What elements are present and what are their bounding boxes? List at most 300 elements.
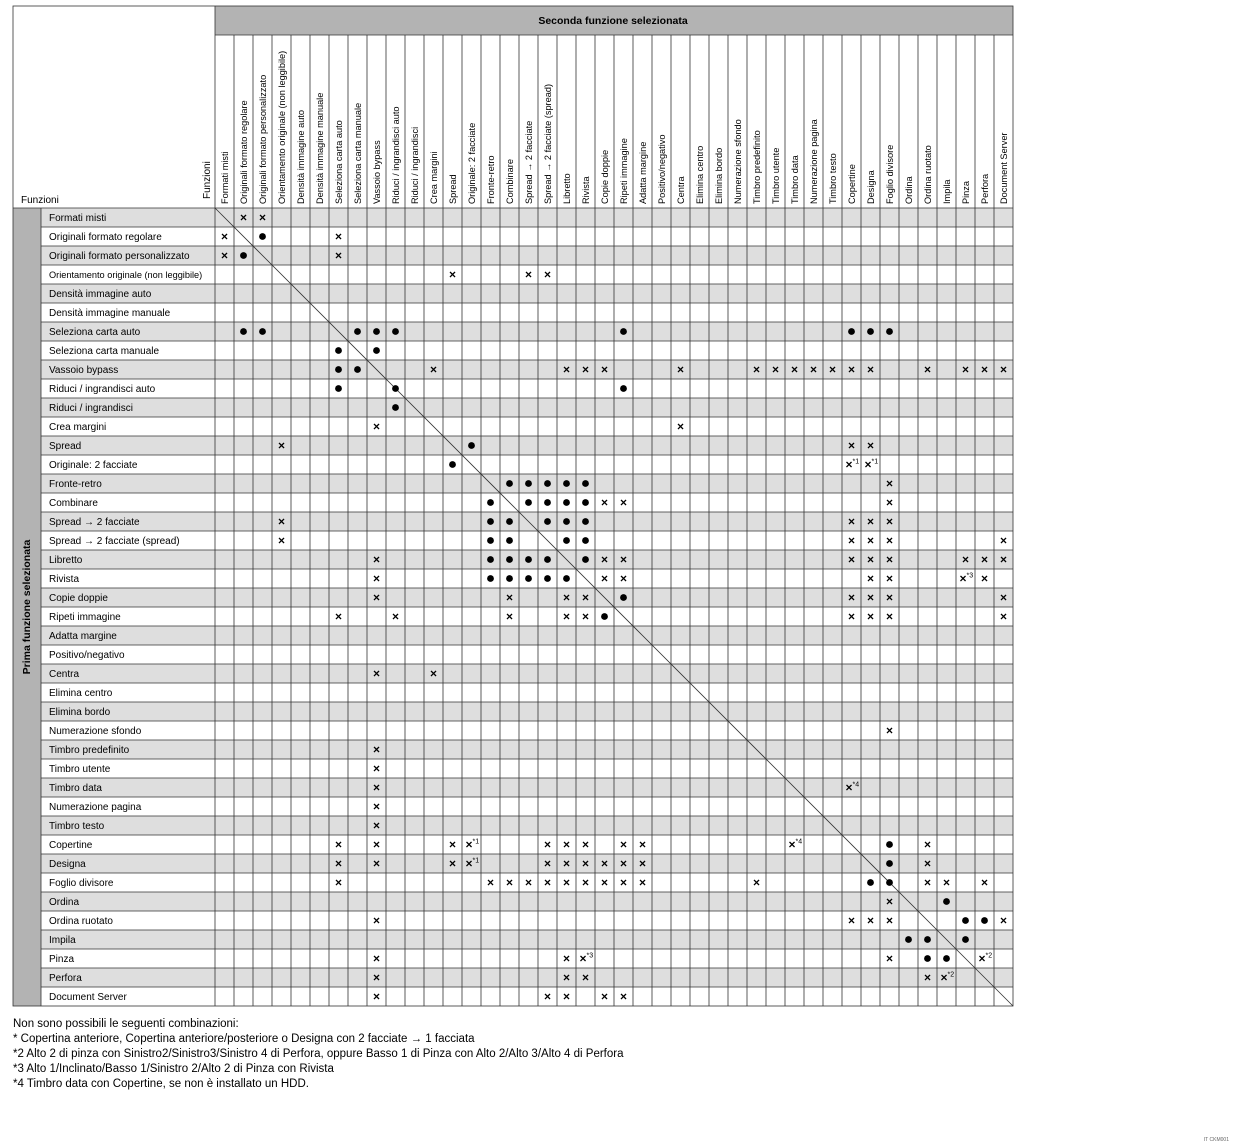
incompatible-mark-note: ×$^{*1}$	[465, 856, 480, 871]
column-header: Vassoio bypass	[371, 140, 382, 204]
column-header: Libretto	[561, 173, 572, 204]
incompatible-mark: ×	[562, 856, 571, 871]
row-label: Elimina bordo	[49, 707, 111, 718]
row-label: Elimina centro	[49, 688, 113, 699]
incompatible-mark: ×	[581, 875, 590, 890]
compatible-dot	[487, 575, 494, 582]
column-header: Copie doppie	[599, 149, 610, 204]
incompatible-mark: ×	[885, 533, 894, 548]
incompatible-mark: ×	[372, 666, 381, 681]
row-label: Copie doppie	[49, 593, 108, 604]
incompatible-mark: ×	[391, 609, 400, 624]
compatible-dot	[506, 518, 513, 525]
incompatible-mark: ×	[429, 666, 438, 681]
footnote-2: *2 Alto 2 di pinza con Sinistro2/Sinistro3/Sinistro 4 di Perfora, oppure Basso 1 di Pinza con Alto 2/Alto 3/Alto 4 di Perfora	[13, 1048, 624, 1060]
compatible-dot	[544, 556, 551, 563]
incompatible-mark: ×	[448, 837, 457, 852]
compatible-dot	[525, 499, 532, 506]
compatible-dot	[373, 347, 380, 354]
incompatible-mark: ×	[600, 552, 609, 567]
incompatible-mark: ×	[277, 533, 286, 548]
incompatible-mark-note: ×$^{*2}$	[940, 970, 955, 985]
column-header: Originale: 2 facciate	[466, 122, 477, 204]
compatible-dot	[582, 518, 589, 525]
row-label: Libretto	[49, 555, 83, 566]
row-stripe	[41, 968, 1013, 987]
incompatible-mark: ×	[866, 590, 875, 605]
compatible-dot	[487, 499, 494, 506]
compatible-dot	[506, 480, 513, 487]
column-header: Positivo/negativo	[656, 134, 667, 204]
compatible-dot	[924, 955, 931, 962]
column-header: Formati misti	[219, 151, 230, 204]
column-header: Foglio divisore	[884, 144, 895, 204]
incompatible-mark: ×	[372, 989, 381, 1004]
compatible-dot	[867, 879, 874, 886]
column-header: Orientamento originale (non leggibile)	[276, 50, 287, 204]
column-header: Adatta margine	[637, 141, 648, 204]
incompatible-mark: ×	[866, 609, 875, 624]
incompatible-mark: ×	[847, 913, 856, 928]
incompatible-mark: ×	[619, 571, 628, 586]
top-header: Seconda funzione selezionata	[538, 15, 688, 27]
column-header: Designa	[865, 170, 876, 204]
row-label: Originale: 2 facciate	[49, 460, 138, 471]
incompatible-mark: ×	[600, 571, 609, 586]
row-label: Designa	[49, 859, 86, 870]
incompatible-mark: ×	[885, 514, 894, 529]
incompatible-mark: ×	[923, 362, 932, 377]
incompatible-mark: ×	[923, 970, 932, 985]
column-header: Ordina ruotato	[922, 145, 933, 204]
row-stripe	[41, 816, 1013, 835]
incompatible-mark: ×	[771, 362, 780, 377]
compatible-dot	[886, 879, 893, 886]
column-header: Timbro predefinito	[751, 130, 762, 204]
compatible-dot	[582, 499, 589, 506]
compatible-dot	[335, 385, 342, 392]
incompatible-mark: ×	[372, 856, 381, 871]
row-label: Densità immagine auto	[49, 289, 152, 300]
row-label: Timbro testo	[49, 821, 105, 832]
incompatible-mark: ×	[885, 913, 894, 928]
incompatible-mark: ×	[942, 875, 951, 890]
incompatible-mark: ×	[372, 552, 381, 567]
row-label: Foglio divisore	[49, 878, 114, 889]
incompatible-mark: ×	[980, 552, 989, 567]
incompatible-mark: ×	[220, 229, 229, 244]
incompatible-mark: ×	[866, 552, 875, 567]
incompatible-mark: ×	[885, 951, 894, 966]
incompatible-mark: ×	[961, 362, 970, 377]
incompatible-mark: ×	[752, 875, 761, 890]
compatible-dot	[240, 252, 247, 259]
compatible-dot	[506, 537, 513, 544]
incompatible-mark: ×	[866, 571, 875, 586]
compatible-dot	[601, 613, 608, 620]
row-label: Fronte-retro	[49, 479, 102, 490]
compatible-dot	[259, 328, 266, 335]
column-header: Densità immagine auto	[295, 110, 306, 204]
column-header: Seleziona carta manuale	[352, 102, 363, 204]
compatible-dot	[620, 328, 627, 335]
compatible-dot	[848, 328, 855, 335]
row-label: Riduci / ingrandisci auto	[49, 384, 156, 395]
incompatible-mark: ×	[638, 875, 647, 890]
incompatible-mark: ×	[847, 590, 856, 605]
incompatible-mark: ×	[372, 780, 381, 795]
incompatible-mark: ×	[923, 875, 932, 890]
incompatible-mark: ×	[847, 362, 856, 377]
column-header: Originali formato regolare	[238, 100, 249, 204]
compatible-dot	[886, 328, 893, 335]
row-label: Rivista	[49, 574, 80, 585]
incompatible-mark: ×	[885, 571, 894, 586]
incompatible-mark: ×	[885, 894, 894, 909]
incompatible-mark-note: ×$^{*1}$	[845, 457, 860, 472]
incompatible-mark: ×	[448, 856, 457, 871]
row-label: Timbro predefinito	[49, 745, 130, 756]
incompatible-mark: ×	[334, 875, 343, 890]
incompatible-mark: ×	[334, 248, 343, 263]
incompatible-mark-note: ×$^{*3}$	[579, 951, 594, 966]
incompatible-mark: ×	[752, 362, 761, 377]
incompatible-mark: ×	[277, 514, 286, 529]
figure-code: IT CKM001	[1203, 1137, 1229, 1143]
row-label: Numerazione pagina	[49, 802, 142, 813]
compatible-dot	[259, 233, 266, 240]
incompatible-mark: ×	[372, 837, 381, 852]
row-label: Timbro utente	[49, 764, 111, 775]
incompatible-mark: ×	[866, 438, 875, 453]
compatible-dot	[962, 917, 969, 924]
compatible-dot	[335, 347, 342, 354]
column-header: Spread → 2 facciate	[523, 120, 534, 204]
column-header: Perfora	[979, 173, 990, 204]
incompatible-mark: ×	[486, 875, 495, 890]
incompatible-mark: ×	[581, 837, 590, 852]
incompatible-mark: ×	[562, 875, 571, 890]
incompatible-mark: ×	[524, 267, 533, 282]
incompatible-mark: ×	[885, 495, 894, 510]
incompatible-mark-note: ×$^{*3}$	[959, 571, 974, 586]
row-label: Ordina	[49, 897, 80, 908]
incompatible-mark: ×	[866, 362, 875, 377]
compatible-dot	[544, 480, 551, 487]
incompatible-mark: ×	[980, 571, 989, 586]
row-label: Impila	[49, 935, 76, 946]
row-label: Combinare	[49, 498, 98, 509]
row-label: Crea margini	[49, 422, 107, 433]
compatible-dot	[468, 442, 475, 449]
compatible-dot	[525, 575, 532, 582]
compatible-dot	[487, 556, 494, 563]
incompatible-mark: ×	[543, 837, 552, 852]
incompatible-mark: ×	[581, 856, 590, 871]
incompatible-mark: ×	[562, 590, 571, 605]
compatible-dot	[563, 499, 570, 506]
column-header: Spread	[447, 174, 458, 204]
incompatible-mark: ×	[600, 362, 609, 377]
row-label: Ripeti immagine	[49, 612, 121, 623]
incompatible-mark: ×	[562, 951, 571, 966]
row-label: Seleziona carta manuale	[49, 346, 160, 357]
column-header: Riduci / ingrandisci	[409, 126, 420, 204]
row-stripe	[41, 398, 1013, 417]
incompatible-mark: ×	[961, 552, 970, 567]
column-header: Riduci / ingrandisci auto	[390, 106, 401, 204]
incompatible-mark: ×	[619, 856, 628, 871]
row-label: Perfora	[49, 973, 82, 984]
row-label: Riduci / ingrandisci	[49, 403, 133, 414]
incompatible-mark: ×	[828, 362, 837, 377]
row-stripe	[41, 892, 1013, 911]
row-label: Seleziona carta auto	[49, 327, 141, 338]
incompatible-mark: ×	[372, 742, 381, 757]
incompatible-mark: ×	[524, 875, 533, 890]
compatible-dot	[392, 328, 399, 335]
compatible-dot	[544, 518, 551, 525]
footnotes	[13, 1017, 623, 1092]
compatible-dot	[943, 898, 950, 905]
footnote-0: * Copertina anteriore, Copertina anteriore/posteriore o Designa con 2 facciate → 1 facciata	[13, 1033, 475, 1045]
column-header: Crea margini	[428, 151, 439, 204]
incompatible-mark: ×	[334, 229, 343, 244]
column-header: Rivista	[580, 176, 591, 204]
compatible-dot	[525, 556, 532, 563]
incompatible-mark: ×	[562, 989, 571, 1004]
column-header: Numerazione sfondo	[732, 119, 743, 204]
incompatible-mark: ×	[999, 609, 1008, 624]
compatible-dot	[563, 575, 570, 582]
compatible-dot	[563, 518, 570, 525]
incompatible-mark: ×	[505, 590, 514, 605]
incompatible-mark-note: ×$^{*1}$	[465, 837, 480, 852]
compatible-dot	[582, 480, 589, 487]
incompatible-mark: ×	[277, 438, 286, 453]
column-header: Timbro testo	[827, 153, 838, 204]
compatible-dot	[943, 955, 950, 962]
row-label: Ordina ruotato	[49, 916, 113, 927]
row-label: Positivo/negativo	[49, 650, 125, 661]
column-header: Spread → 2 facciate (spread)	[542, 83, 553, 204]
incompatible-mark: ×	[980, 362, 989, 377]
compatible-dot	[563, 480, 570, 487]
column-header: Impila	[941, 179, 952, 204]
compatible-dot	[335, 366, 342, 373]
incompatible-mark: ×	[581, 609, 590, 624]
row-label: Formati misti	[49, 213, 107, 224]
compatible-dot	[620, 385, 627, 392]
footnote-4: *4 Timbro data con Copertine, se non è installato un HDD.	[13, 1078, 309, 1090]
incompatible-mark: ×	[505, 609, 514, 624]
row-stripe	[41, 626, 1013, 645]
incompatible-mark: ×	[562, 970, 571, 985]
corner-top-label: Funzioni	[202, 161, 213, 199]
incompatible-mark: ×	[600, 495, 609, 510]
incompatible-mark: ×	[600, 989, 609, 1004]
corner-bottom-label: Funzioni	[21, 195, 59, 206]
row-label: Originali formato regolare	[49, 232, 162, 243]
incompatible-mark: ×	[372, 951, 381, 966]
incompatible-mark: ×	[372, 818, 381, 833]
compatible-dot	[962, 936, 969, 943]
incompatible-mark: ×	[239, 210, 248, 225]
compatible-dot	[373, 328, 380, 335]
incompatible-mark: ×	[372, 571, 381, 586]
row-stripe	[41, 284, 1013, 303]
column-header: Numerazione pagina	[808, 119, 819, 204]
compatible-dot	[867, 328, 874, 335]
row-label: Spread → 2 facciate	[49, 517, 140, 528]
compatible-dot	[905, 936, 912, 943]
compatible-dot	[924, 936, 931, 943]
row-stripe	[41, 740, 1013, 759]
column-header: Copertine	[846, 164, 857, 204]
incompatible-mark: ×	[676, 362, 685, 377]
incompatible-mark: ×	[505, 875, 514, 890]
row-label: Orientamento originale (non leggibile)	[49, 270, 203, 280]
compatible-dot	[886, 860, 893, 867]
incompatible-mark: ×	[543, 856, 552, 871]
row-label: Numerazione sfondo	[49, 726, 142, 737]
column-header: Fronte-retro	[485, 155, 496, 204]
incompatible-mark: ×	[847, 438, 856, 453]
column-header: Elimina bordo	[713, 147, 724, 204]
row-label: Document Server	[49, 992, 127, 1003]
incompatible-mark: ×	[258, 210, 267, 225]
incompatible-mark-note: ×$^{*1}$	[864, 457, 879, 472]
row-label: Originali formato personalizzato	[49, 251, 190, 262]
compatible-dot	[563, 537, 570, 544]
column-header: Document Server	[998, 132, 1009, 204]
row-label: Timbro data	[49, 783, 102, 794]
compatible-dot	[487, 518, 494, 525]
incompatible-mark: ×	[372, 761, 381, 776]
footnote-3: *3 Alto 1/Inclinato/Basso 1/Sinistro 2/Alto 2 di Pinza con Rivista	[13, 1063, 334, 1075]
compatible-dot	[582, 537, 589, 544]
row-label: Adatta margine	[49, 631, 117, 642]
compatible-dot	[392, 385, 399, 392]
incompatible-mark: ×	[885, 590, 894, 605]
column-header: Originali formato personalizzato	[257, 74, 268, 204]
incompatible-mark: ×	[999, 533, 1008, 548]
incompatible-mark: ×	[980, 875, 989, 890]
incompatible-mark-note: ×$^{*2}$	[978, 951, 993, 966]
incompatible-mark: ×	[619, 552, 628, 567]
incompatible-mark: ×	[885, 476, 894, 491]
row-stripe	[41, 778, 1013, 797]
compatible-dot	[544, 499, 551, 506]
incompatible-mark: ×	[600, 856, 609, 871]
incompatible-mark: ×	[619, 875, 628, 890]
column-header: Ripeti immagine	[618, 138, 629, 204]
incompatible-mark: ×	[562, 837, 571, 852]
row-label: Pinza	[49, 954, 75, 965]
incompatible-mark: ×	[334, 856, 343, 871]
incompatible-mark: ×	[790, 362, 799, 377]
incompatible-mark: ×	[372, 913, 381, 928]
row-label: Centra	[49, 669, 80, 680]
column-header: Densità immagine manuale	[314, 92, 325, 204]
compatible-dot	[487, 537, 494, 544]
incompatible-mark: ×	[999, 913, 1008, 928]
incompatible-mark: ×	[372, 799, 381, 814]
incompatible-mark: ×	[543, 267, 552, 282]
incompatible-mark: ×	[809, 362, 818, 377]
incompatible-mark: ×	[581, 970, 590, 985]
column-header: Elimina centro	[694, 145, 705, 204]
incompatible-mark: ×	[562, 362, 571, 377]
incompatible-mark: ×	[334, 837, 343, 852]
row-stripe	[41, 930, 1013, 949]
incompatible-mark: ×	[581, 362, 590, 377]
column-header: Ordina	[903, 176, 914, 204]
incompatible-mark: ×	[448, 267, 457, 282]
incompatible-mark: ×	[619, 837, 628, 852]
compatible-dot	[886, 841, 893, 848]
column-header: Centra	[675, 176, 686, 204]
incompatible-mark: ×	[866, 533, 875, 548]
row-label: Spread → 2 facciate (spread)	[49, 536, 180, 547]
compatible-dot	[981, 917, 988, 924]
row-label: Densità immagine manuale	[49, 308, 171, 319]
incompatible-mark: ×	[847, 533, 856, 548]
compatible-dot	[525, 480, 532, 487]
incompatible-mark: ×	[372, 419, 381, 434]
compatible-dot	[506, 556, 513, 563]
compatible-dot	[354, 366, 361, 373]
row-label: Vassoio bypass	[49, 365, 119, 376]
incompatible-mark: ×	[543, 875, 552, 890]
incompatible-mark: ×	[600, 875, 609, 890]
incompatible-mark: ×	[372, 970, 381, 985]
column-header: Seleziona carta auto	[333, 120, 344, 204]
compatible-dot	[582, 556, 589, 563]
incompatible-mark: ×	[581, 590, 590, 605]
compatible-dot	[449, 461, 456, 468]
row-stripe	[41, 664, 1013, 683]
compatible-dot	[506, 575, 513, 582]
incompatible-mark: ×	[999, 552, 1008, 567]
incompatible-mark: ×	[334, 609, 343, 624]
incompatible-mark: ×	[885, 552, 894, 567]
incompatible-mark: ×	[885, 609, 894, 624]
incompatible-mark: ×	[676, 419, 685, 434]
side-header: Prima funzione selezionata	[21, 539, 33, 675]
row-label: Spread	[49, 441, 82, 452]
compatible-dot	[392, 404, 399, 411]
incompatible-mark: ×	[999, 590, 1008, 605]
column-header: Pinza	[960, 181, 971, 204]
incompatible-mark-note: ×$^{*4}$	[845, 780, 860, 795]
compatible-dot	[240, 328, 247, 335]
incompatible-mark: ×	[562, 609, 571, 624]
row-stripe	[41, 854, 1013, 873]
compatible-dot	[620, 594, 627, 601]
incompatible-mark: ×	[372, 590, 381, 605]
incompatible-mark: ×	[429, 362, 438, 377]
incompatible-mark: ×	[619, 495, 628, 510]
incompatible-mark: ×	[866, 514, 875, 529]
incompatible-mark: ×	[847, 552, 856, 567]
row-label: Copertine	[49, 840, 93, 851]
incompatible-mark: ×	[638, 837, 647, 852]
incompatible-mark: ×	[885, 723, 894, 738]
incompatible-mark: ×	[543, 989, 552, 1004]
row-stripe	[41, 208, 1013, 227]
compatible-dot	[354, 328, 361, 335]
